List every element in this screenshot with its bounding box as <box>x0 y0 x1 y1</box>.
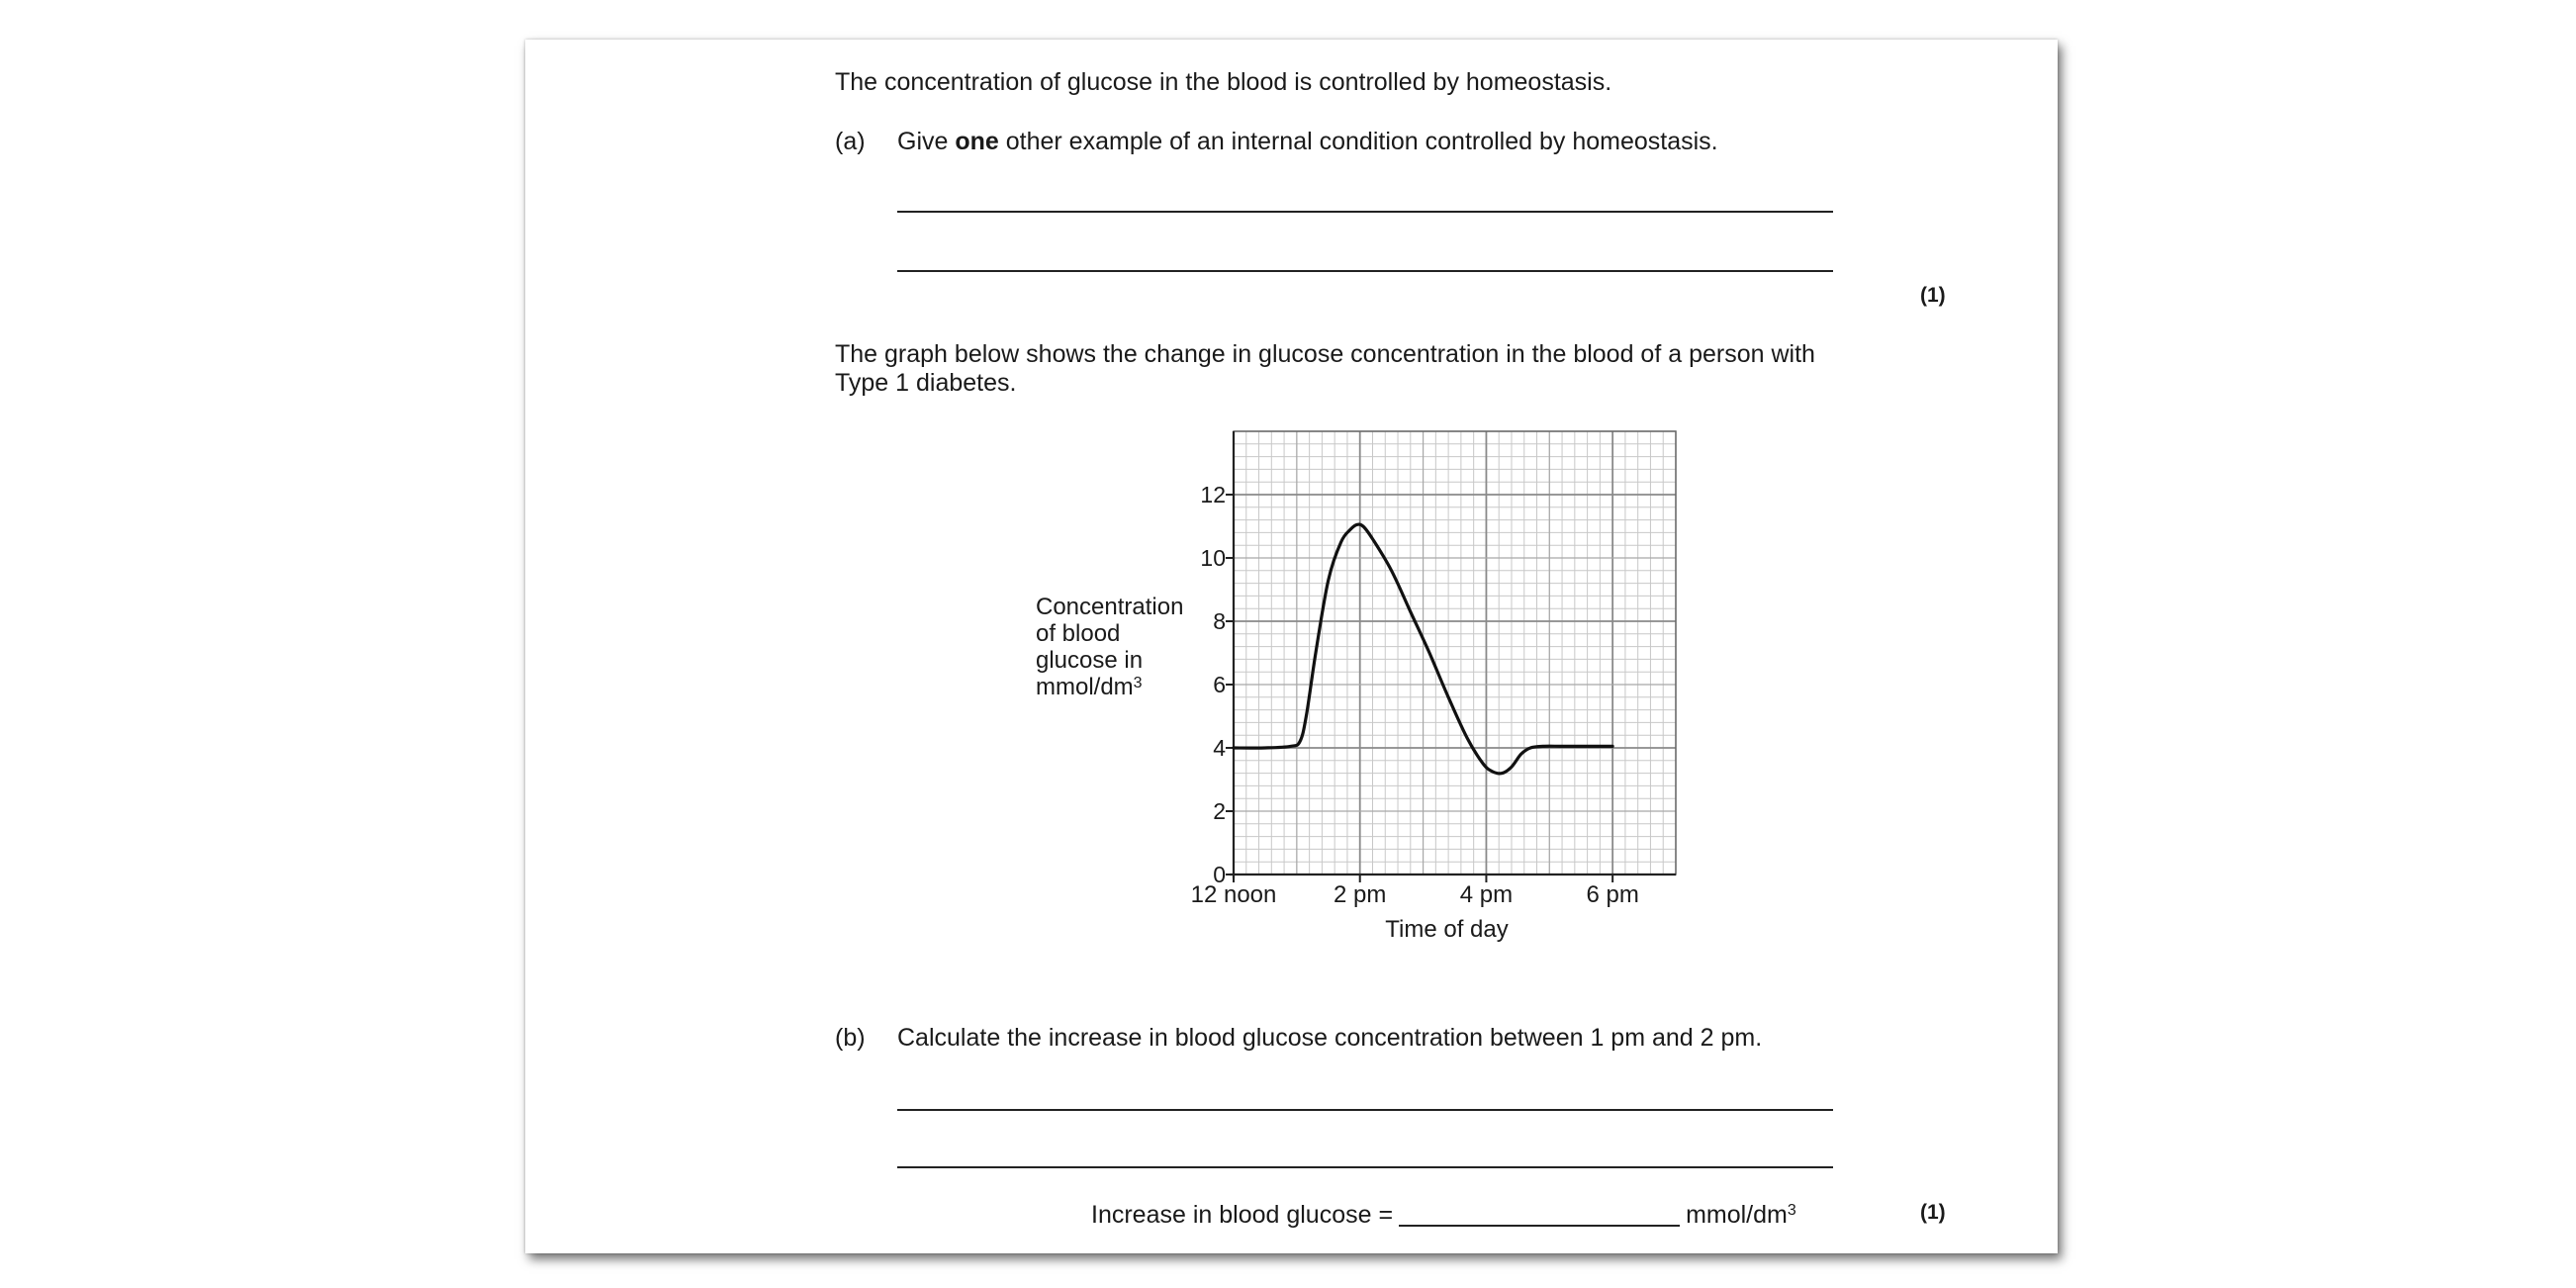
y-tick-label: 0 <box>1213 862 1226 887</box>
chart-minor-grid <box>1234 431 1676 874</box>
x-tick-label: 12 noon <box>1190 881 1277 908</box>
x-tick-label: 4 pm <box>1459 881 1514 908</box>
answer-line-b1[interactable] <box>897 1109 1833 1111</box>
y-tick-label: 8 <box>1213 608 1226 634</box>
y-tick-label: 12 <box>1200 482 1226 507</box>
y-axis-label: Concentration of blood glucose in mmol/$dm^3$ <box>1036 594 1184 700</box>
x-axis-label: Time of day <box>1385 916 1509 943</box>
y-tick-label: 6 <box>1213 672 1226 697</box>
part-b-label: (b) <box>835 1024 866 1052</box>
part-a-question: Give one other example of an internal condition controlled by homeostasis. <box>897 128 1718 155</box>
graph-intro-line2: Type 1 diabetes. <box>835 369 1017 397</box>
part-a-label: (a) <box>835 128 866 155</box>
x-tick-label: 2 pm <box>1334 881 1387 908</box>
part-b-answer-row: Increase in blood glucose = mmol/$dm^3$ <box>1091 1201 1796 1229</box>
glucose-line-chart <box>525 40 2058 1253</box>
chart-major-grid <box>1234 431 1676 874</box>
y-tick-label: 4 <box>1213 735 1226 761</box>
part-b-question: Calculate the increase in blood glucose concentration between 1 pm and 2 pm. <box>897 1024 1763 1052</box>
graph-intro-line1: The graph below shows the change in glucose concentration in the blood of a person with <box>835 340 1815 368</box>
part-a-marks: (1) <box>1920 284 1946 307</box>
part-b-marks: (1) <box>1920 1201 1946 1224</box>
chart-axes <box>1226 431 1676 882</box>
emphasis-one: one <box>955 128 999 155</box>
intro-text: The concentration of glucose in the blood is controlled by homeostasis. <box>835 68 1612 96</box>
answer-blank[interactable] <box>1399 1203 1680 1227</box>
y-tick-label: 10 <box>1200 545 1226 571</box>
answer-line-b2[interactable] <box>897 1166 1833 1168</box>
exam-page <box>525 40 2058 1253</box>
plot-frame <box>1234 431 1676 874</box>
y-tick-label: 2 <box>1213 798 1226 824</box>
x-tick-label: 6 pm <box>1586 881 1639 908</box>
